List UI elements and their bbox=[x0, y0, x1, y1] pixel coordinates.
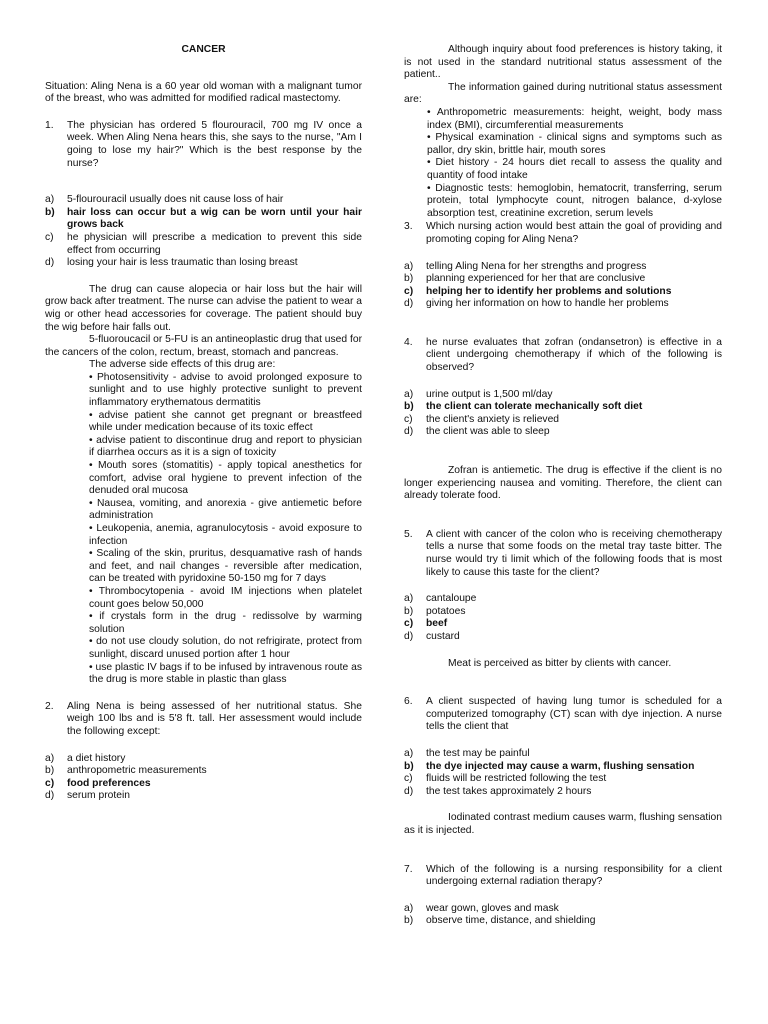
option-letter: a) bbox=[404, 747, 414, 759]
options-q5 bbox=[404, 593, 722, 643]
answer-option bbox=[404, 261, 722, 274]
answer-option bbox=[404, 389, 722, 402]
option-letter: d) bbox=[45, 257, 55, 269]
option-letter: b) bbox=[404, 605, 414, 617]
option-text: cantaloupe bbox=[426, 593, 477, 605]
answer-option bbox=[404, 915, 722, 928]
bullet-item: • Anthropometric measurements: height, weight, body mass index (BMI), circumferential measurements bbox=[427, 106, 722, 131]
option-text: the test takes approximately 2 hours bbox=[426, 785, 592, 797]
answer-option-correct bbox=[404, 761, 722, 774]
options-q3 bbox=[404, 261, 722, 311]
options-q1 bbox=[45, 194, 362, 270]
option-text: food preferences bbox=[67, 777, 151, 789]
option-text: the dye injected may cause a warm, flushing sensation bbox=[426, 760, 695, 772]
option-letter: b) bbox=[404, 915, 414, 927]
bullet-item: • Mouth sores (stomatitis) - apply topical anesthetics for comfort, advise oral hygiene to prevent infection of the denuded oral mucosa bbox=[89, 460, 362, 497]
option-text: the client was able to sleep bbox=[426, 426, 550, 438]
question-number: 7. bbox=[404, 863, 413, 875]
options-q6 bbox=[404, 748, 722, 798]
bullet-item: • Photosensitivity - advise to avoid prolonged exposure to sunlight and to use highly protective sunlight to prevent inflammatory erythematous dermatitis bbox=[89, 371, 362, 409]
answer-option bbox=[45, 753, 362, 766]
rationale-q2: Although inquiry about food preferences is history taking, it is not used in the standard nutritional status assessment of the patient.. bbox=[404, 44, 722, 81]
question-7 bbox=[404, 864, 722, 889]
answer-option-correct bbox=[404, 286, 722, 299]
side-effects-list bbox=[45, 372, 362, 687]
answer-option bbox=[404, 748, 722, 761]
question-text: Aling Nena is being assessed of her nutritional status. She weigh 100 lbs and is 5'8 ft. tall. Her assessment would include the following except: bbox=[67, 700, 362, 737]
option-text: hair loss can occur but a wig can be worn until your hair grows back bbox=[67, 206, 362, 231]
option-text: a diet history bbox=[67, 752, 126, 764]
options-q7 bbox=[404, 903, 722, 928]
option-letter: b) bbox=[404, 760, 414, 772]
answer-option bbox=[45, 232, 362, 257]
option-letter: a) bbox=[404, 388, 414, 400]
bullet-item: • if crystals form in the drug - redissolve by warming solution bbox=[89, 611, 362, 635]
option-letter: d) bbox=[404, 630, 414, 642]
answer-option bbox=[404, 414, 722, 427]
option-letter: c) bbox=[404, 618, 414, 630]
rationale-q4: Zofran is antiemetic. The drug is effective if the client is no longer experiencing nausea and vomiting. Therefore, the client can already tolerate food. bbox=[404, 465, 722, 502]
bullet-item: • Thrombocytopenia - avoid IM injections when platelet count goes below 50,000 bbox=[89, 585, 362, 610]
bullet-item: • advise patient to discontinue drug and report to physician if diarrhea occurs as it is a sign of toxicity bbox=[89, 434, 362, 459]
option-text: losing your hair is less traumatic than losing breast bbox=[67, 257, 298, 269]
option-letter: b) bbox=[45, 765, 55, 777]
answer-option bbox=[404, 631, 722, 644]
option-text: giving her information on how to handle her problems bbox=[426, 298, 669, 310]
question-number: 3. bbox=[404, 221, 413, 233]
question-6 bbox=[404, 696, 722, 734]
option-letter: d) bbox=[404, 426, 414, 438]
question-number: 5. bbox=[404, 528, 413, 540]
question-2 bbox=[45, 701, 362, 739]
question-number: 4. bbox=[404, 336, 413, 348]
option-letter: d) bbox=[404, 785, 414, 797]
answer-option bbox=[404, 426, 722, 439]
option-letter: c) bbox=[404, 773, 413, 785]
side-effects-heading: The adverse side effects of this drug are: bbox=[89, 359, 276, 371]
rationale-q1: The drug can cause alopecia or hair loss but the hair will grow back after treatment. The nurse can advise the patient to wear a wig or other head accessories for coverage. The patient should buy the wig before hair falls out. bbox=[45, 283, 362, 333]
answer-option-correct bbox=[45, 207, 362, 232]
question-text: A client suspected of having lung tumor is scheduled for a computerized tomography (CT) scan with dye injection. A nurse tells the client that bbox=[426, 696, 722, 733]
answer-option bbox=[45, 257, 362, 270]
option-letter: c) bbox=[404, 285, 414, 297]
option-text: he physician will prescribe a medication to prevent this side effect from occurring bbox=[67, 231, 362, 256]
answer-option bbox=[404, 593, 722, 606]
option-text: anthropometric measurements bbox=[67, 765, 207, 777]
answer-option bbox=[404, 606, 722, 619]
bullet-item: • Leukopenia, anemia, agranulocytosis - avoid exposure to infection bbox=[89, 523, 362, 547]
answer-option bbox=[45, 790, 362, 803]
option-text: custard bbox=[426, 630, 460, 642]
option-letter: a) bbox=[404, 260, 414, 272]
bullet-item: • Scaling of the skin, pruritus, desquamative rash of hands and feet, and nail changes - reversible after medication, can be treated with pyridoxine 50-150 mg for 7 days bbox=[89, 548, 362, 585]
option-letter: c) bbox=[404, 413, 413, 425]
answer-option bbox=[404, 903, 722, 916]
answer-option bbox=[404, 786, 722, 799]
options-q4 bbox=[404, 389, 722, 439]
question-5 bbox=[404, 529, 722, 579]
option-text: helping her to identify her problems and solutions bbox=[426, 285, 672, 297]
option-text: urine output is 1,500 ml/day bbox=[426, 388, 553, 400]
bullet-item: • Diagnostic tests: hemoglobin, hematocrit, transferring, serum protein, total lymphocyte count, nitrogen balance, d-xylose absorption test, creatinine excretion, serum levels bbox=[427, 182, 722, 219]
answer-option-correct bbox=[404, 401, 722, 414]
option-text: serum protein bbox=[67, 790, 130, 802]
question-text: Which of the following is a nursing responsibility for a client undergoing external radiation therapy? bbox=[426, 863, 722, 888]
option-text: 5-flourouracil usually does nit cause loss of hair bbox=[67, 194, 284, 206]
option-text: the test may be painful bbox=[426, 747, 530, 759]
situation-text: Situation: Aling Nena is a 60 year old woman with a malignant tumor of the breast, who was admitted for modified radical mastectomy. bbox=[45, 80, 362, 105]
answer-option-correct bbox=[45, 778, 362, 791]
question-number: 1. bbox=[45, 119, 54, 131]
bullet-item: • use plastic IV bags if to be infused by intravenous route as the drug is more stable in plastic than glass bbox=[89, 661, 362, 686]
rationale-q5: Meat is perceived as bitter by clients with cancer. bbox=[448, 657, 672, 669]
option-text: beef bbox=[426, 618, 448, 630]
option-text: planning experienced for her that are conclusive bbox=[426, 273, 646, 285]
rationale-q2-intro: The information gained during nutritional status assessment are: bbox=[404, 81, 722, 106]
rationale-q6: Iodinated contrast medium causes warm, flushing sensation as it is injected. bbox=[404, 812, 722, 836]
answer-option bbox=[404, 298, 722, 311]
bullet-item: • do not use cloudy solution, do not refrigirate, protect from sunlight, discard unused portion after 1 hour bbox=[89, 636, 362, 660]
answer-option bbox=[45, 765, 362, 778]
option-letter: d) bbox=[404, 298, 414, 310]
question-number: 6. bbox=[404, 696, 413, 708]
option-letter: a) bbox=[45, 752, 55, 764]
option-letter: d) bbox=[45, 790, 55, 802]
option-text: wear gown, gloves and mask bbox=[426, 902, 559, 914]
option-letter: c) bbox=[45, 231, 54, 243]
question-text: A client with cancer of the colon who is receiving chemotherapy tells a nurse that some foods on the metal tray taste bitter. The nurse would try ti limit which of the following foods that is most likely to cause this taste for the client? bbox=[426, 528, 722, 578]
option-text: telling Aling Nena for her strengths and progress bbox=[426, 260, 647, 272]
question-number: 2. bbox=[45, 700, 54, 712]
options-q2 bbox=[45, 753, 362, 803]
option-text: fluids will be restricted following the test bbox=[426, 773, 607, 785]
question-text: The physician has ordered 5 flourouracil, 700 mg IV once a week. When Aling Nena hears this, she says to the nurse, "Am I going to lose my hair?" Which is the best response by the nurse? bbox=[67, 119, 362, 169]
question-4 bbox=[404, 337, 722, 375]
right-column bbox=[404, 44, 722, 942]
option-letter: a) bbox=[45, 194, 55, 206]
assessment-list bbox=[404, 107, 722, 220]
question-3 bbox=[404, 221, 722, 246]
option-letter: a) bbox=[404, 902, 414, 914]
option-letter: b) bbox=[45, 206, 55, 218]
option-letter: b) bbox=[404, 401, 414, 413]
option-letter: a) bbox=[404, 593, 414, 605]
option-text: observe time, distance, and shielding bbox=[426, 915, 596, 927]
rationale-q1-drug: 5-fluoroucacil or 5-FU is an antineoplastic drug that used for the cancers of the colon, rectum, breast, stomach and pancreas. bbox=[45, 334, 363, 358]
bullet-item: • Diet history - 24 hours diet recall to assess the quality and quantity of food intake bbox=[427, 157, 722, 181]
question-1 bbox=[45, 120, 362, 170]
answer-option bbox=[404, 273, 722, 286]
bullet-item: • advise patient she cannot get pregnant or breastfeed while under medication because of its toxic effect bbox=[89, 409, 362, 434]
option-text: potatoes bbox=[426, 605, 466, 617]
bullet-item: • Physical examination - clinical signs and symptoms such as pallor, dry skin, brittle hair, mouth sores bbox=[427, 132, 722, 156]
answer-option bbox=[404, 773, 722, 786]
page-title: CANCER bbox=[181, 44, 226, 55]
answer-option bbox=[45, 194, 362, 207]
left-column bbox=[45, 44, 362, 817]
bullet-item: • Nausea, vomiting, and anorexia - give antiemetic before administration bbox=[89, 497, 362, 522]
option-letter: c) bbox=[45, 777, 55, 789]
question-text: Which nursing action would best attain the goal of providing and promoting coping for Aling Nena? bbox=[426, 221, 722, 245]
option-text: the client's anxiety is relieved bbox=[426, 413, 560, 425]
answer-option-correct bbox=[404, 618, 722, 631]
option-letter: b) bbox=[404, 273, 414, 285]
option-text: the client can tolerate mechanically soft diet bbox=[426, 401, 643, 413]
question-text: he nurse evaluates that zofran (ondansetron) is effective in a client undergoing chemotherapy if which of the following is observed? bbox=[426, 336, 722, 374]
